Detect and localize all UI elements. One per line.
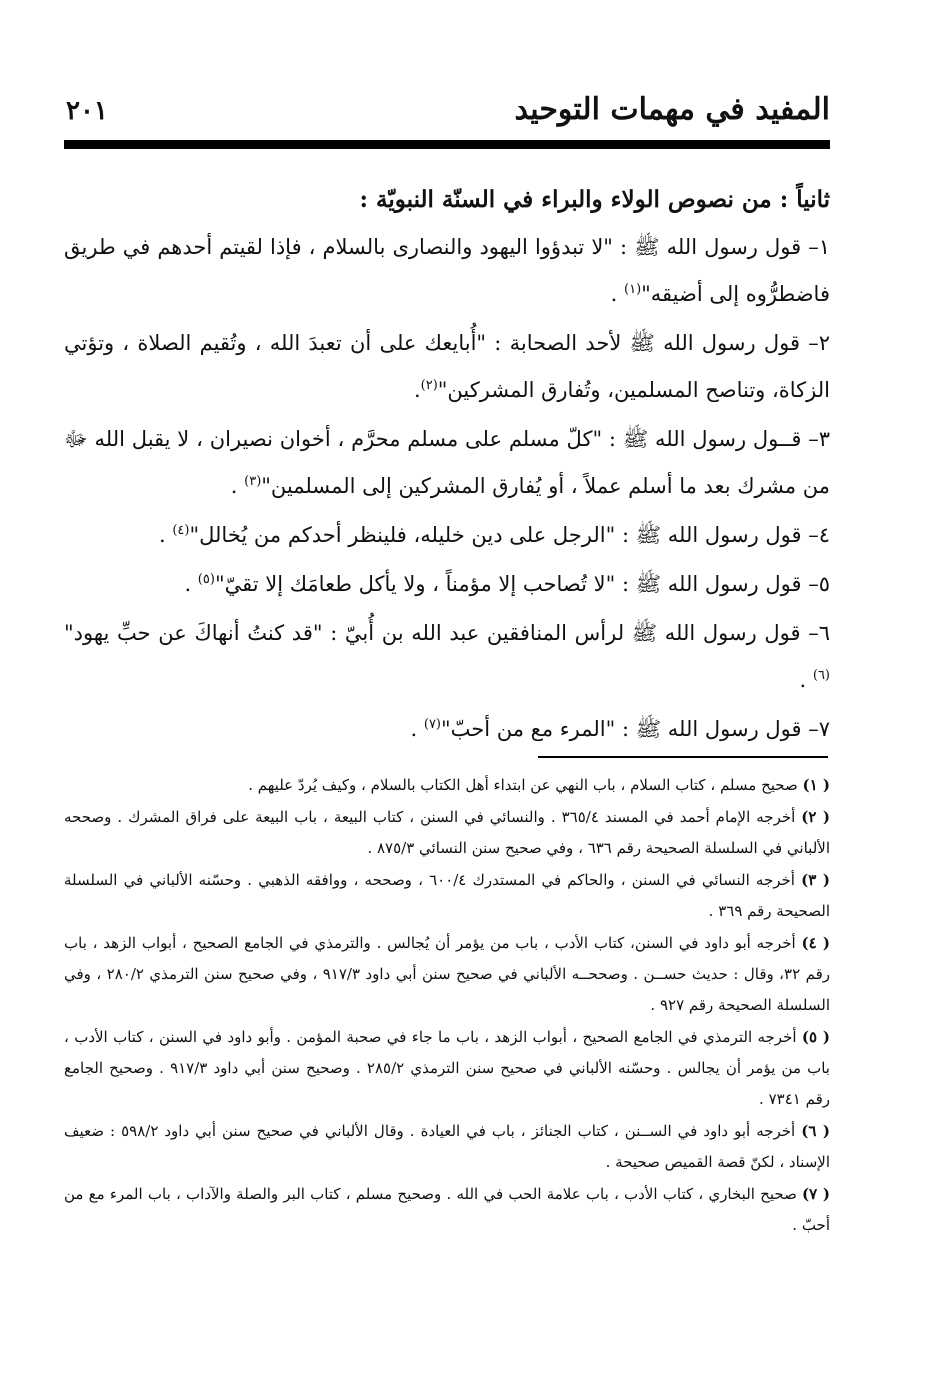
footnote-ref: (٥) (197, 572, 215, 587)
hadith-end: . (799, 668, 813, 692)
hadith-end: . (610, 282, 624, 306)
hadith-number: ٧– (808, 717, 830, 741)
footnote-ref: (٢) (420, 378, 438, 393)
footnote-text: أخرجه الإمام أحمد في المسند ٣٦٥/٤ . والنسائي في السنن ، كتاب البيعة ، باب البيعة على فراق المشرك . وصححه الألباني في السلسلة الصحيحة رقم ٦٣٦ ، وفي صحيح سنن النسائي ٨٧٥/٣ . (64, 808, 830, 857)
page-number: ٢٠١ (66, 96, 108, 126)
footnote-number: ( ٥) (801, 1028, 830, 1046)
hadith-text: قول رسول الله ﷺ لأحد الصحابة : "أُبايعك على أن تعبدَ الله ، وتُقيم الصلاة ، وتؤتي الزكاة، وتناصح المسلمين، وتُفارق المشركين" (64, 331, 830, 402)
hadith-text: قول رسول الله ﷺ : "الرجل على دين خليله، فلينظر أحدكم من يُخالل" (189, 523, 802, 547)
section-heading: ثانياً : من نصوص الولاء والبراء في السنّة النبويّة : (359, 186, 830, 213)
footnote-1 (64, 770, 830, 801)
hadith-text: قول رسول الله ﷺ : "لا تبدؤوا اليهود والنصارى بالسلام ، فإذا لقيتم أحدهم في طريق فاضطرُّوه إلى أضيقه" (64, 235, 830, 306)
footnote-7 (64, 1179, 830, 1241)
footnote-number: ( ٣) (801, 871, 830, 889)
footnote-separator (538, 756, 828, 758)
header-rule (64, 140, 830, 149)
footnotes (64, 770, 830, 1242)
hadith-6 (64, 610, 830, 704)
footnote-text: أخرجه النسائي في السنن ، والحاكم في المستدرك ٦٠٠/٤ ، وصححه ، ووافقه الذهبي . وحسّنه الألباني في السلسلة الصحيحة رقم ٣٦٩ . (64, 871, 830, 920)
hadith-number: ٣– (808, 427, 830, 451)
footnote-number: ( ٢) (801, 808, 830, 826)
footnote-text: أخرجه الترمذي في الجامع الصحيح ، أبواب الزهد ، باب ما جاء في صحبة المؤمن . وأبو داود في السنن ، كتاب الأدب ، باب من يؤمر أن يجالس . وحسّنه الألباني في صحيح سنن الترمذي ٢٨٥/٢ . وصحيح سنن أبي داود ٩١٧/٣ . وصحيح الجامع رقم ٧٣٤١ . (64, 1028, 830, 1108)
hadith-text: قول رسول الله ﷺ لرأس المنافقين عبد الله بن أُبيّ : "قد كنتُ أنهاكَ عن حبِّ يهود" (64, 621, 801, 645)
page-header (64, 88, 830, 138)
footnote-4 (64, 928, 830, 1021)
footnote-2 (64, 802, 830, 864)
footnote-5 (64, 1022, 830, 1115)
footnote-ref: (٤) (172, 523, 190, 538)
hadith-text: قول رسول الله ﷺ : "لا تُصاحب إلا مؤمناً ، ولا يأكل طعامَك إلا تقيّ" (214, 572, 802, 596)
hadith-4 (64, 512, 830, 559)
hadith-number: ٤– (808, 523, 830, 547)
hadith-end: . (410, 717, 424, 741)
hadith-end: . (230, 474, 245, 498)
hadith-text: قــول رسول الله ﷺ : "كلّ مسلم على مسلم محرَّم ، أخوان نصيران ، لا يقبل الله ﷻ من مشرك بعد ما أسلم عملاً ، أو يُفارق المشركين إلى المسلمين" (64, 427, 830, 498)
footnote-number: ( ٤) (801, 934, 830, 952)
hadith-number: ٥– (808, 572, 830, 596)
footnote-ref: (٧) (423, 717, 441, 732)
footnote-number: ( ١) (802, 776, 830, 794)
footnote-text: صحيح البخاري ، كتاب الأدب ، باب علامة الحب في الله . وصحيح مسلم ، كتاب البر والصلة والآداب ، باب المرء مع من أحبّ . (64, 1185, 830, 1234)
main-text (64, 178, 830, 755)
hadith-end: . (158, 523, 173, 547)
hadith-end: . (413, 378, 421, 402)
hadith-number: ٢– (808, 331, 830, 355)
footnote-ref: (٣) (244, 474, 262, 489)
footnote-number: ( ٦) (801, 1122, 830, 1140)
hadith-number: ١– (808, 235, 830, 259)
running-title: المفيد في مهمات التوحيد (514, 92, 830, 127)
hadith-number: ٦– (808, 621, 830, 645)
footnote-3 (64, 865, 830, 927)
hadith-text: قول رسول الله ﷺ : "المرء مع من أحبّ" (441, 717, 802, 741)
hadith-2 (64, 320, 830, 414)
hadith-1 (64, 224, 830, 318)
hadith-5 (64, 561, 830, 608)
footnote-ref: (١) (624, 282, 642, 297)
footnote-number: ( ٧) (802, 1185, 830, 1203)
hadith-7 (64, 706, 830, 753)
footnote-text: صحيح مسلم ، كتاب السلام ، باب النهي عن ابتداء أهل الكتاب بالسلام ، وكيف يُردّ عليهم . (248, 776, 798, 794)
footnote-ref: (٦) (812, 668, 830, 683)
footnote-text: أخرجه أبو داود في السنن، كتاب الأدب ، باب من يؤمر أن يُجالس . والترمذي في الجامع الصحيح ، أبواب الزهد ، باب رقم ٣٢، وقال : حديث حســن . وصححــه الألباني في صحيح سنن أبي داود ٩١٧/٣ ، وفي صحيح سنن الترمذي ٢٨٠/٢ ، وفي السلسلة الصحيحة رقم ٩٢٧ . (64, 934, 831, 1014)
hadith-3 (64, 416, 830, 510)
footnote-text: أخرجه أبو داود في الســنن ، كتاب الجنائز ، باب في العيادة . وقال الألباني في صحيح سنن أبي داود ٥٩٨/٢ : ضعيف الإسناد ، لكنّ قصة القميص صحيحة . (64, 1122, 830, 1171)
footnote-6 (64, 1116, 830, 1178)
hadith-end: . (184, 572, 198, 596)
